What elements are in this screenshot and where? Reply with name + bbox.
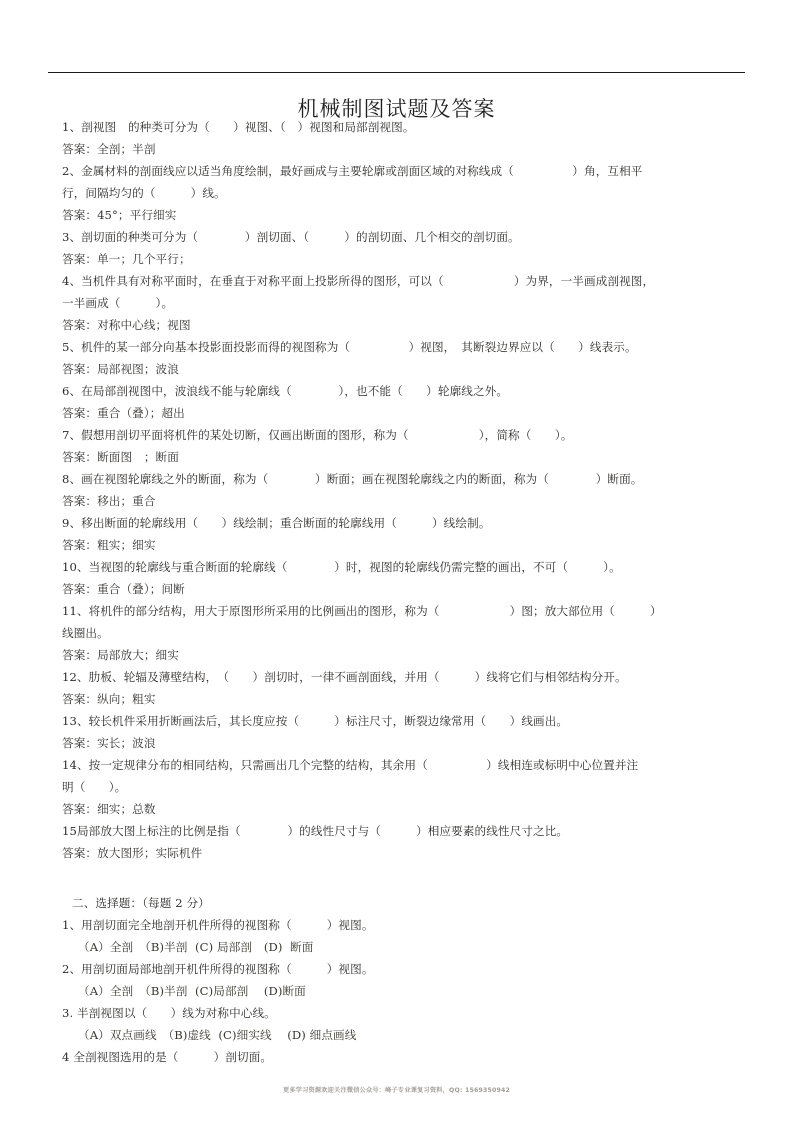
answer-line: 答案：局部放大；细实: [62, 648, 179, 662]
question-line: 12、肋板、轮辐及薄壁结构， （ ）剖切时，一律不画剖面线，并用（ ）线将它们与相邻结构分开。: [62, 670, 627, 684]
answer-line: 答案：重合（叠）；间断: [62, 582, 185, 596]
choice-question-line: 1、用剖切面完全地剖开机件所得的视图称（ ）视图。: [62, 918, 374, 932]
header-divider: [48, 72, 745, 73]
choice-question-line: 2、用剖切面局部地剖开机件所得的视图称（ ）视图。: [62, 962, 374, 976]
question-continuation-line: 线圈出。: [62, 626, 109, 640]
question-line: 3、剖切面的种类可分为（ ）剖切面、（ ）的剖切面、几个相交的剖切面。: [62, 230, 520, 244]
choice-question-line: 3. 半剖视图以（ ）线为对称中心线。: [62, 1006, 276, 1020]
answer-line: 答案：局部视图；波浪: [62, 362, 179, 376]
footer-watermark: 更多学习资源欢迎关注微信公众号：峰子专业课复习资料，QQ: 1569350942: [282, 1087, 511, 1094]
question-line: 8、画在视图轮廓线之外的断面，称为（ ）断面；画在视图轮廓线之内的断面，称为（ ）断面。: [62, 472, 643, 486]
question-line: 5、机件的某一部分向基本投影面投影而得的视图称为（ ）视图， 其断裂边界应以（ ）线表示。: [62, 340, 637, 354]
answer-line: 答案：移出；重合: [62, 494, 156, 508]
document-body: [62, 116, 742, 1068]
choice-options-line: （A）双点画线 （B)虚线 (C)细实线 (D) 细点画线: [78, 1028, 357, 1042]
question-line: 9、移出断面的轮廓线用（ ）线绘制；重合断面的轮廓线用（ ）线绘制。: [62, 516, 491, 530]
section-spacer: [62, 864, 742, 892]
question-line: 2、金属材料的剖面线应以适当角度绘制，最好画成与主要轮廓或剖面区域的对称线成（ ）角，互相平: [62, 164, 643, 178]
question-line: 10、当视图的轮廓线与重合断面的轮廓线（ ）时，视图的轮廓线仍需完整的画出，不可（ ）。: [62, 560, 621, 574]
choice-options-line: （A）全剖 （B)半剖 (C)局部剖 (D)断面: [78, 984, 306, 998]
choice-question-line: 4 全剖视图选用的是（ ）剖切面。: [62, 1050, 273, 1064]
question-line: 7、假想用剖切平面将机件的某处切断，仅画出断面的图形，称为（ ），简称（ ）。: [62, 428, 573, 442]
section-heading-choice: 二、选择题：（每题 2 分）: [72, 896, 210, 910]
answer-line: 答案：放大图形；实际机件: [62, 846, 203, 860]
question-continuation-line: 一半画成（ ）。: [62, 296, 174, 310]
answer-line: 答案：细实；总数: [62, 802, 156, 816]
question-line: 6、在局部剖视图中，波浪线不能与轮廓线（ ），也不能（ ）轮廓线之外。: [62, 384, 509, 398]
choice-options-line: （A）全剖 （B)半剖 (C) 局部剖 (D) 断面: [78, 940, 314, 954]
answer-line: 答案：单一；几个平行；: [62, 252, 191, 266]
question-continuation-line: 明（ ）。: [62, 780, 127, 794]
question-line: 1、剖视图 的种类可分为（ ）视图、（ ）视图和局部剖视图。: [62, 120, 415, 134]
answer-line: 答案：实长；波浪: [62, 736, 156, 750]
answer-line: 答案：45°；平行细实: [62, 208, 177, 222]
question-line: 13、较长机件采用折断画法后，其长度应按（ ）标注尺寸，断裂边缘常用（ ）线画出。: [62, 714, 569, 728]
answer-line: 答案：重合（叠）；超出: [62, 406, 185, 420]
question-line: 15局部放大图上标注的比例是指（ ）的线性尺寸与（ ）相应要素的线性尺寸之比。: [62, 824, 569, 838]
question-line: 11、将机件的部分结构，用大于原图形所采用的比例画出的图形，称为（ ）图；放大部位用（ ）: [62, 604, 662, 618]
answer-line: 答案：纵向；粗实: [62, 692, 156, 706]
question-continuation-line: 行，间隔均匀的（ ）线。: [62, 186, 226, 200]
page-title: 机械制图试题及答案: [297, 97, 496, 122]
answer-line: 答案：全剖；半剖: [62, 142, 156, 156]
question-line: 14、按一定规律分布的相同结构，只需画出几个完整的结构，其余用（ ）线相连或标明中心位置并注: [62, 758, 639, 772]
answer-line: 答案：粗实；细实: [62, 538, 156, 552]
answer-line: 答案：对称中心线；视图: [62, 318, 191, 332]
answer-line: 答案：断面图 ；断面: [62, 450, 179, 464]
question-line: 4、当机件具有对称平面时，在垂直于对称平面上投影所得的图形，可以（ ）为界，一半画成剖视图，: [62, 274, 655, 288]
